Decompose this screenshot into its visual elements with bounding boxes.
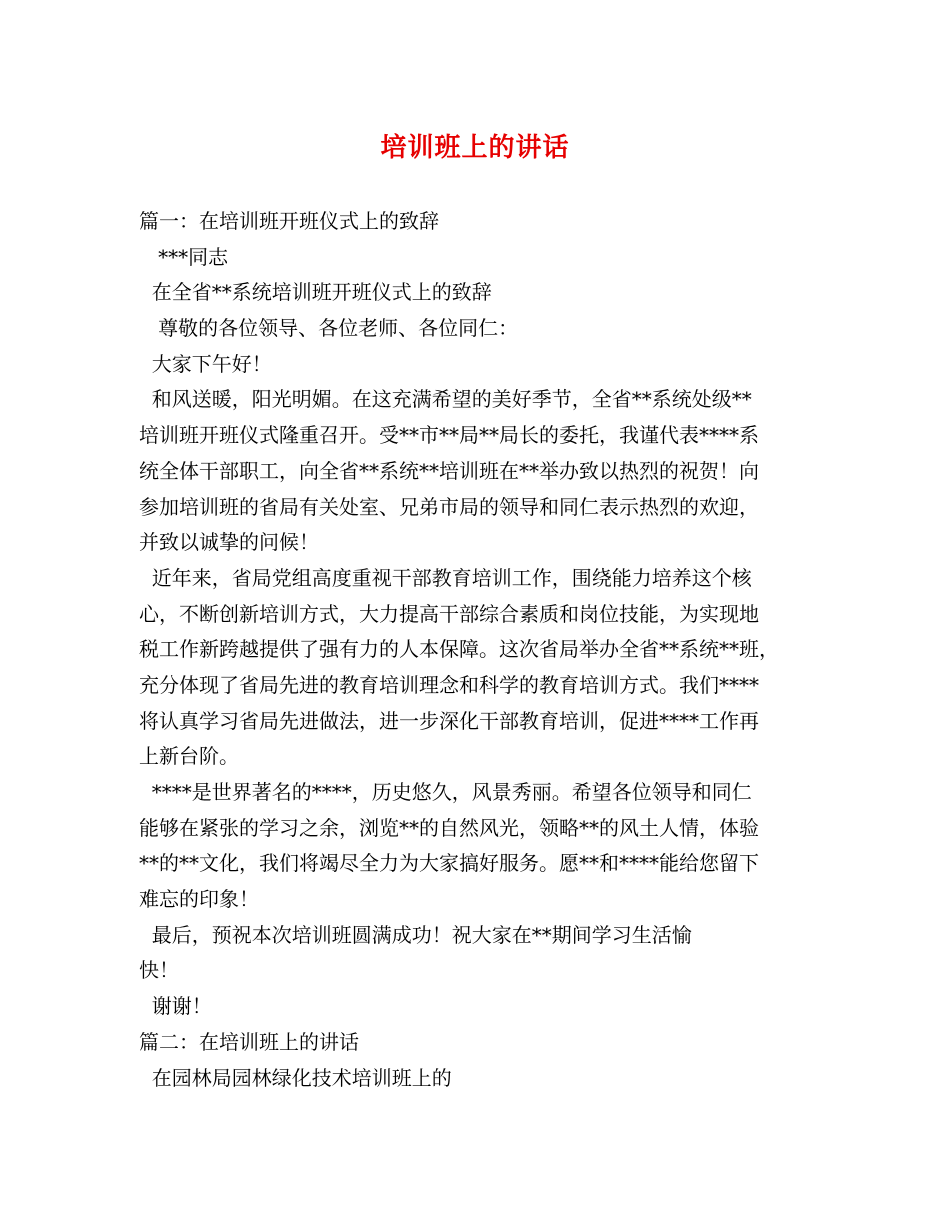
document-body — [139, 204, 829, 1096]
text-line: ***同志 — [139, 244, 229, 269]
text-line: 难忘的印象！ — [139, 887, 259, 912]
document-title: 培训班上的讲话 — [380, 133, 570, 163]
text-line: 充分体现了省局先进的教育培训理念和科学的教育培训方式。我们**** — [139, 672, 759, 697]
text-line: 培训班开班仪式隆重召开。受**市**局**局长的委托，我谨代表****系 — [139, 423, 759, 448]
text-line: 尊敬的各位领导、各位老师、各位同仁： — [139, 316, 519, 341]
text-line: **的**文化，我们将竭尽全力为大家搞好服务。愿**和****能给您留下 — [139, 851, 759, 876]
text-line: 大家下午好！ — [139, 351, 272, 376]
text-line: 篇二：在培训班上的讲话 — [139, 1029, 359, 1054]
text-line: 谢谢！ — [139, 994, 212, 1019]
text-line: 和风送暖，阳光明媚。在这充满希望的美好季节，全省**系统处级** — [139, 387, 752, 412]
text-line: 税工作新跨越提供了强有力的人本保障。这次省局举办全省**系统**班， — [139, 637, 779, 662]
text-line: 能够在紧张的学习之余，浏览**的自然风光，领略**的风土人情，体验 — [139, 815, 759, 840]
text-line: 最后，预祝本次培训班圆满成功！祝大家在**期间学习生活愉 — [139, 922, 692, 947]
text-line: 参加培训班的省局有关处室、兄弟市局的领导和同仁表示热烈的欢迎， — [139, 494, 759, 519]
text-line: 并致以诚挚的问候！ — [139, 530, 319, 555]
text-line: 心，不断创新培训方式，大力提高干部综合素质和岗位技能，为实现地 — [139, 601, 759, 626]
text-line: 统全体干部职工，向全省**系统**培训班在**举办致以热烈的祝贺！向 — [139, 458, 759, 483]
text-line: 上新台阶。 — [139, 744, 239, 769]
text-line: 在全省**系统培训班开班仪式上的致辞 — [139, 280, 492, 305]
text-line: 篇一：在培训班开班仪式上的致辞 — [139, 209, 439, 233]
text-line: 将认真学习省局先进做法，进一步深化干部教育培训，促进****工作再 — [139, 708, 759, 733]
text-line: ****是世界著名的****，历史悠久，风景秀丽。希望各位领导和同仁 — [139, 780, 752, 804]
text-line: 在园林局园林绿化技术培训班上的 — [139, 1065, 452, 1090]
text-line: 近年来，省局党组高度重视干部教育培训工作，围绕能力培养这个核 — [139, 565, 752, 590]
text-line: 快！ — [139, 958, 179, 983]
